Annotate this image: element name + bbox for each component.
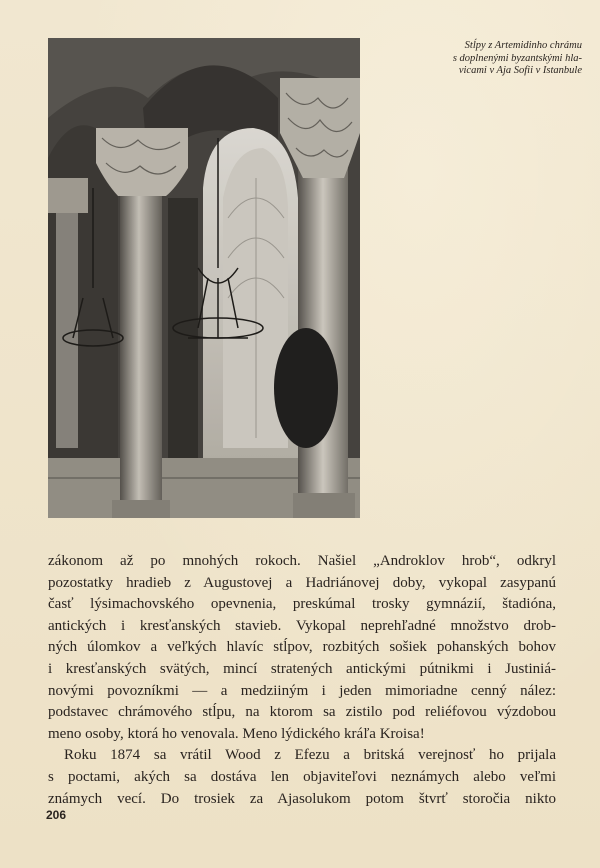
text-line: antických i kresťanských stavieb. Vykopal neprehľadné množstvo drob- xyxy=(48,617,556,634)
text-line: i kresťanských svätých, mincí stratených antickými pútnikmi i Justiniá- xyxy=(48,660,556,677)
text-line: novými povozníkmi — a medziiným i jeden mimoriadne cenný nález: xyxy=(48,682,556,699)
caption-line: vicami v Aja Sofii v Istanbule xyxy=(458,65,582,76)
text-line: podstavec chrámového stĺpu, na ktorom sa zistilo pod reliéfovou výzdobou xyxy=(48,704,556,721)
text-line: známych vecí. Do trosiek za Ajasolukom potom štvrť storočia nikto xyxy=(48,790,556,807)
text-line: ných úlomkov a veľkých hlavíc stĺpov, rozbitých sošiek pohanských bohov xyxy=(48,639,556,656)
text-line: zákonom až po mnohých rokoch. Našiel „Androklov hrob“, odkryl xyxy=(48,553,556,569)
photo-drawing xyxy=(48,38,360,518)
page-number: 206 xyxy=(46,808,67,822)
text-line: Roku 1874 sa vrátil Wood z Efezu a britská verejnosť ho prijala xyxy=(64,747,556,764)
body-text xyxy=(48,551,556,810)
caption-line: Stĺpy z Artemidinho chrámu xyxy=(464,40,582,51)
text-line: s poctami, akých sa dostáva len objaviteľovi neznámych alebo veľmi xyxy=(48,768,556,785)
text-line: pozostatky hradieb z Augustovej a Hadriánovej doby, vykopal zasypanú xyxy=(48,574,556,591)
text-line: meno osoby, ktorá ho venovala. Meno lýdického kráľa Kroisa! xyxy=(48,725,425,742)
text-line: časť lýsimachovského opevnenia, preskúmal trosky gymnázií, štadióna, xyxy=(48,596,556,613)
hagia-sophia-columns-photo xyxy=(48,38,360,518)
figure-caption xyxy=(382,40,582,78)
caption-line: s doplnenými byzantskými hla- xyxy=(452,52,582,64)
